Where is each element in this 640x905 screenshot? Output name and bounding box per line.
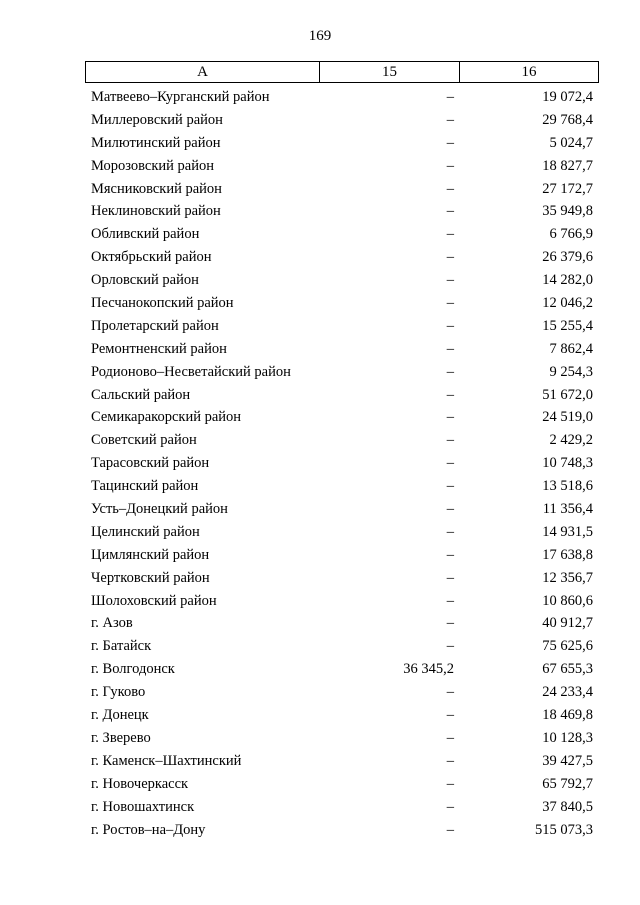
row-value-16: 10 860,6: [542, 592, 593, 609]
row-name: г. Донецк: [91, 707, 149, 724]
row-name: г. Новошахтинск: [91, 798, 195, 815]
row-value-15: –: [446, 752, 454, 769]
table-body: [85, 86, 599, 841]
row-value-16: 515 073,3: [535, 821, 593, 838]
row-value-16: 5 024,7: [549, 134, 593, 151]
row-name: г. Гуково: [91, 684, 146, 701]
row-name: Цимлянский район: [91, 546, 210, 563]
row-value-16: 17 638,8: [542, 546, 593, 563]
row-value-16: 18 827,7: [542, 157, 593, 174]
row-name: Морозовский район: [91, 157, 215, 174]
page-number: 169: [308, 28, 332, 44]
row-value-15: –: [446, 638, 454, 655]
row-value-16: 7 862,4: [549, 340, 593, 357]
row-value-15: –: [446, 226, 454, 243]
row-value-15: –: [446, 798, 454, 815]
table-row: [85, 406, 599, 429]
table-row: [85, 727, 599, 750]
table-row: [85, 86, 599, 109]
table-row: [85, 246, 599, 269]
row-value-15: –: [446, 615, 454, 632]
row-value-15: –: [446, 134, 454, 151]
row-name: Миллеровский район: [91, 111, 223, 128]
header-col-16: 16: [521, 63, 537, 80]
row-value-16: 26 379,6: [542, 249, 593, 266]
row-value-16: 65 792,7: [542, 775, 593, 792]
row-name: Ремонтненский район: [91, 340, 227, 357]
row-name: Целинский район: [91, 523, 200, 540]
row-value-16: 11 356,4: [542, 501, 593, 518]
row-value-15: –: [446, 180, 454, 197]
row-value-15: –: [446, 821, 454, 838]
row-name: Песчанокопский район: [91, 295, 234, 312]
row-value-16: 12 046,2: [542, 295, 593, 312]
row-name: Усть–Донецкий район: [91, 501, 228, 518]
row-value-15: –: [446, 272, 454, 289]
row-name: г. Ростов–на–Дону: [91, 821, 206, 838]
row-value-16: 27 172,7: [542, 180, 593, 197]
row-value-15: –: [446, 684, 454, 701]
table-row: [85, 635, 599, 658]
row-value-16: 39 427,5: [542, 752, 593, 769]
row-name: г. Каменск–Шахтинский: [91, 752, 242, 769]
row-name: г. Батайск: [91, 638, 152, 655]
row-value-16: 14 931,5: [542, 523, 593, 540]
table-row: [85, 498, 599, 521]
row-value-15: –: [446, 386, 454, 403]
row-value-16: 10 748,3: [542, 455, 593, 472]
row-value-16: 35 949,8: [542, 203, 593, 220]
row-name: Неклиновский район: [91, 203, 221, 220]
table-row: [85, 521, 599, 544]
row-value-15: –: [446, 569, 454, 586]
row-value-16: 37 840,5: [542, 798, 593, 815]
row-value-16: 2 429,2: [549, 432, 593, 449]
table-row: [85, 315, 599, 338]
table-row: [85, 544, 599, 567]
row-value-15: –: [446, 340, 454, 357]
table-row: [85, 178, 599, 201]
table-row: [85, 155, 599, 178]
row-name: Мясниковский район: [91, 180, 222, 197]
row-value-15: –: [446, 501, 454, 518]
row-value-15: –: [446, 478, 454, 495]
row-value-15: –: [446, 157, 454, 174]
table-row: [85, 361, 599, 384]
row-value-16: 29 768,4: [542, 111, 593, 128]
row-value-16: 19 072,4: [542, 89, 593, 105]
row-value-15: 36 345,2: [403, 661, 454, 678]
table-row: [85, 200, 599, 223]
table-row: [85, 567, 599, 590]
row-name: Пролетарский район: [91, 317, 219, 334]
table-header: [85, 61, 599, 83]
row-value-15: –: [446, 203, 454, 220]
header-col-a: А: [86, 62, 320, 82]
row-name: г. Новочеркасск: [91, 775, 189, 792]
row-value-15: –: [446, 775, 454, 792]
row-name: Советский район: [91, 432, 197, 449]
row-value-15: –: [446, 592, 454, 609]
table-row: [85, 819, 599, 842]
row-value-16: 14 282,0: [542, 272, 593, 289]
row-value-16: 6 766,9: [549, 226, 593, 243]
table-row: [85, 704, 599, 727]
table-row: [85, 384, 599, 407]
row-name: Октябрьский район: [91, 249, 212, 266]
table-row: [85, 269, 599, 292]
row-value-15: –: [446, 455, 454, 472]
row-value-16: 51 672,0: [542, 386, 593, 403]
table-row: [85, 590, 599, 613]
row-name: Орловский район: [91, 272, 199, 289]
row-name: г. Волгодонск: [91, 661, 175, 678]
row-value-16: 13 518,6: [542, 478, 593, 495]
row-value-16: 67 655,3: [542, 661, 593, 678]
row-value-16: 18 469,8: [542, 707, 593, 724]
row-name: Матвеево–Курганский район: [91, 89, 270, 105]
row-name: Шолоховский район: [91, 592, 217, 609]
row-name: Тацинский район: [91, 478, 199, 495]
table-row: [85, 132, 599, 155]
row-value-16: 24 519,0: [542, 409, 593, 426]
row-value-15: –: [446, 363, 454, 380]
row-name: г. Зверево: [91, 729, 151, 746]
row-value-15: –: [446, 111, 454, 128]
row-value-15: –: [446, 523, 454, 540]
row-value-15: –: [446, 546, 454, 563]
row-name: Семикаракорский район: [91, 409, 242, 426]
row-name: Родионово–Несветайский район: [91, 363, 291, 380]
table-row: [85, 338, 599, 361]
row-value-15: –: [446, 89, 454, 105]
row-name: Тарасовский район: [91, 455, 210, 472]
row-value-15: –: [446, 249, 454, 266]
table-row: [85, 452, 599, 475]
row-value-16: 12 356,7: [542, 569, 593, 586]
table-row: [85, 681, 599, 704]
row-value-15: –: [446, 729, 454, 746]
row-value-16: 24 233,4: [542, 684, 593, 701]
table-row: [85, 429, 599, 452]
row-value-16: 10 128,3: [542, 729, 593, 746]
table-row: [85, 658, 599, 681]
table-row: [85, 773, 599, 796]
row-value-16: 9 254,3: [549, 363, 593, 380]
row-value-16: 40 912,7: [542, 615, 593, 632]
row-value-15: –: [446, 432, 454, 449]
row-value-15: –: [446, 317, 454, 334]
table-row: [85, 750, 599, 773]
row-value-16: 75 625,6: [542, 638, 593, 655]
header-col-15: 15: [320, 62, 460, 82]
table-row: [85, 796, 599, 819]
row-name: Сальский район: [91, 386, 191, 403]
row-name: Обливский район: [91, 226, 200, 243]
table-row: [85, 109, 599, 132]
table-row: [85, 612, 599, 635]
table-row: [85, 292, 599, 315]
table-row: [85, 223, 599, 246]
table-row: [85, 475, 599, 498]
row-name: г. Азов: [91, 615, 133, 632]
row-value-15: –: [446, 409, 454, 426]
row-value-15: –: [446, 707, 454, 724]
row-name: Чертковский район: [91, 569, 210, 586]
row-value-15: –: [446, 295, 454, 312]
row-value-16: 15 255,4: [542, 317, 593, 334]
row-name: Милютинский район: [91, 134, 221, 151]
